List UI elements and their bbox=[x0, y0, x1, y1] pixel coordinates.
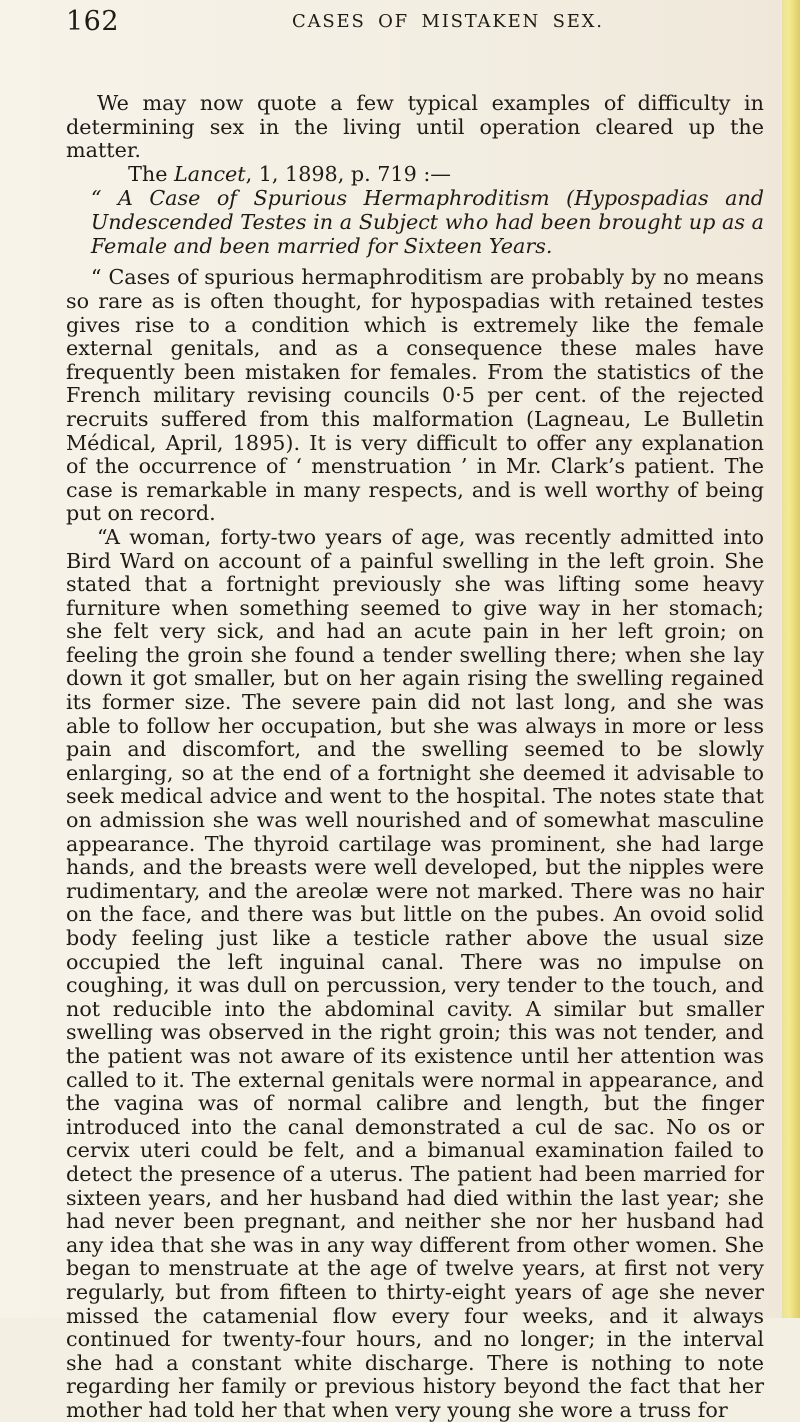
case-title bbox=[66, 186, 764, 258]
page-number: 162 bbox=[66, 6, 120, 37]
introductory-paragraph: “ Cases of spurious hermaphroditism are probably by no means so rare as is often thought, for hypospadias with retained testes gives rise to a condition which is extremely like the female external genitals, and as a consequence these males have frequently been mistaken for females. From the statistics of the French military revising councils 0·5 per cent. of the rejected recruits suffered from this malformation (Lagneau, Le Bulletin Médical, April, 1895). It is very difficult to offer any explanation of the occurrence of ‘ menstruation ’ in Mr. Clark’s patient. The case is remarkable in many respects, and is well worthy of being put on record. bbox=[66, 265, 764, 526]
source-citation bbox=[66, 163, 764, 187]
case-report-paragraph: “A woman, forty-two years of age, was recently admitted into Bird Ward on account of a painful swelling in the left groin. She stated that a fortnight previously she was lifting some heavy furniture when something seemed to give way in her stomach; she felt very sick, and had an acute pain in her left groin; on feeling the groin she found a tender swelling there; when she lay down it got smaller, but on her again rising the swelling regained its former size. The severe pain did not last long, and she was able to follow her occupation, but she was always in more or less pain and discomfort, and the swelling seemed to be slowly enlarging, so at the end of a fortnight she deemed it advisable to seek medical advice and went to the hospital. The notes state that on admission she was well nourished and of somewhat masculine appearance. The thyroid cartilage was prominent, she had large hands, and the breasts were well developed, but the nipples were rudimentary, and the areolæ were not marked. There was no hair on the face, and there was but little on the pubes. An ovoid solid body feeling just like a testicle rather above the usual size occupied the left inguinal canal. There was no impulse on coughing, it was dull on percussion, very tender to the touch, and not reducible into the abdominal cavity. A similar but smaller swelling was observed in the right groin; this was not tender, and the patient was not aware of its existence until her attention was called to it. The external genitals were normal in appearance, and the vagina was of normal calibre and length, but the finger introduced into the canal demonstrated a cul de sac. No os or cervix uteri could be felt, and a bimanual examination failed to detect the presence of a uterus. The patient had been married for sixteen years, and her husband had died within the last year; she had never been pregnant, and neither she nor her husband had any idea that she was in any way different from other women. She began to menstruate at the age of twelve years, at first not very regularly, but from fifteen to thirty-eight years of age she never missed the catamenial flow every four weeks, and it always continued for twenty-four hours, and no longer; in the interval she had a constant white discharge. There is nothing to note regarding her family or previous history beyond the fact that her mother had told her that when very young she wore a truss for bbox=[66, 524, 764, 1422]
page-header bbox=[66, 2, 756, 40]
source-suffix: , 1, 1898, p. 719 :— bbox=[245, 161, 451, 186]
running-head: CASES OF MISTAKEN SEX. bbox=[292, 11, 604, 32]
case-title-text: A Case of Spurious Hermaphroditism (Hypospadias and Undescended Testes in a Subject who had been brought up as a Female and been married for Sixteen Years. bbox=[90, 186, 765, 259]
intro-paragraph: We may now quote a few typical examples of difficulty in determining sex in the living until operation cleared up the matter. bbox=[66, 91, 764, 163]
source-prefix: The bbox=[128, 161, 175, 186]
title-open-quote: “ bbox=[90, 186, 118, 211]
page-edge-highlight bbox=[782, 0, 800, 1318]
page-body bbox=[66, 92, 764, 1422]
source-journal: Lancet bbox=[174, 161, 246, 186]
